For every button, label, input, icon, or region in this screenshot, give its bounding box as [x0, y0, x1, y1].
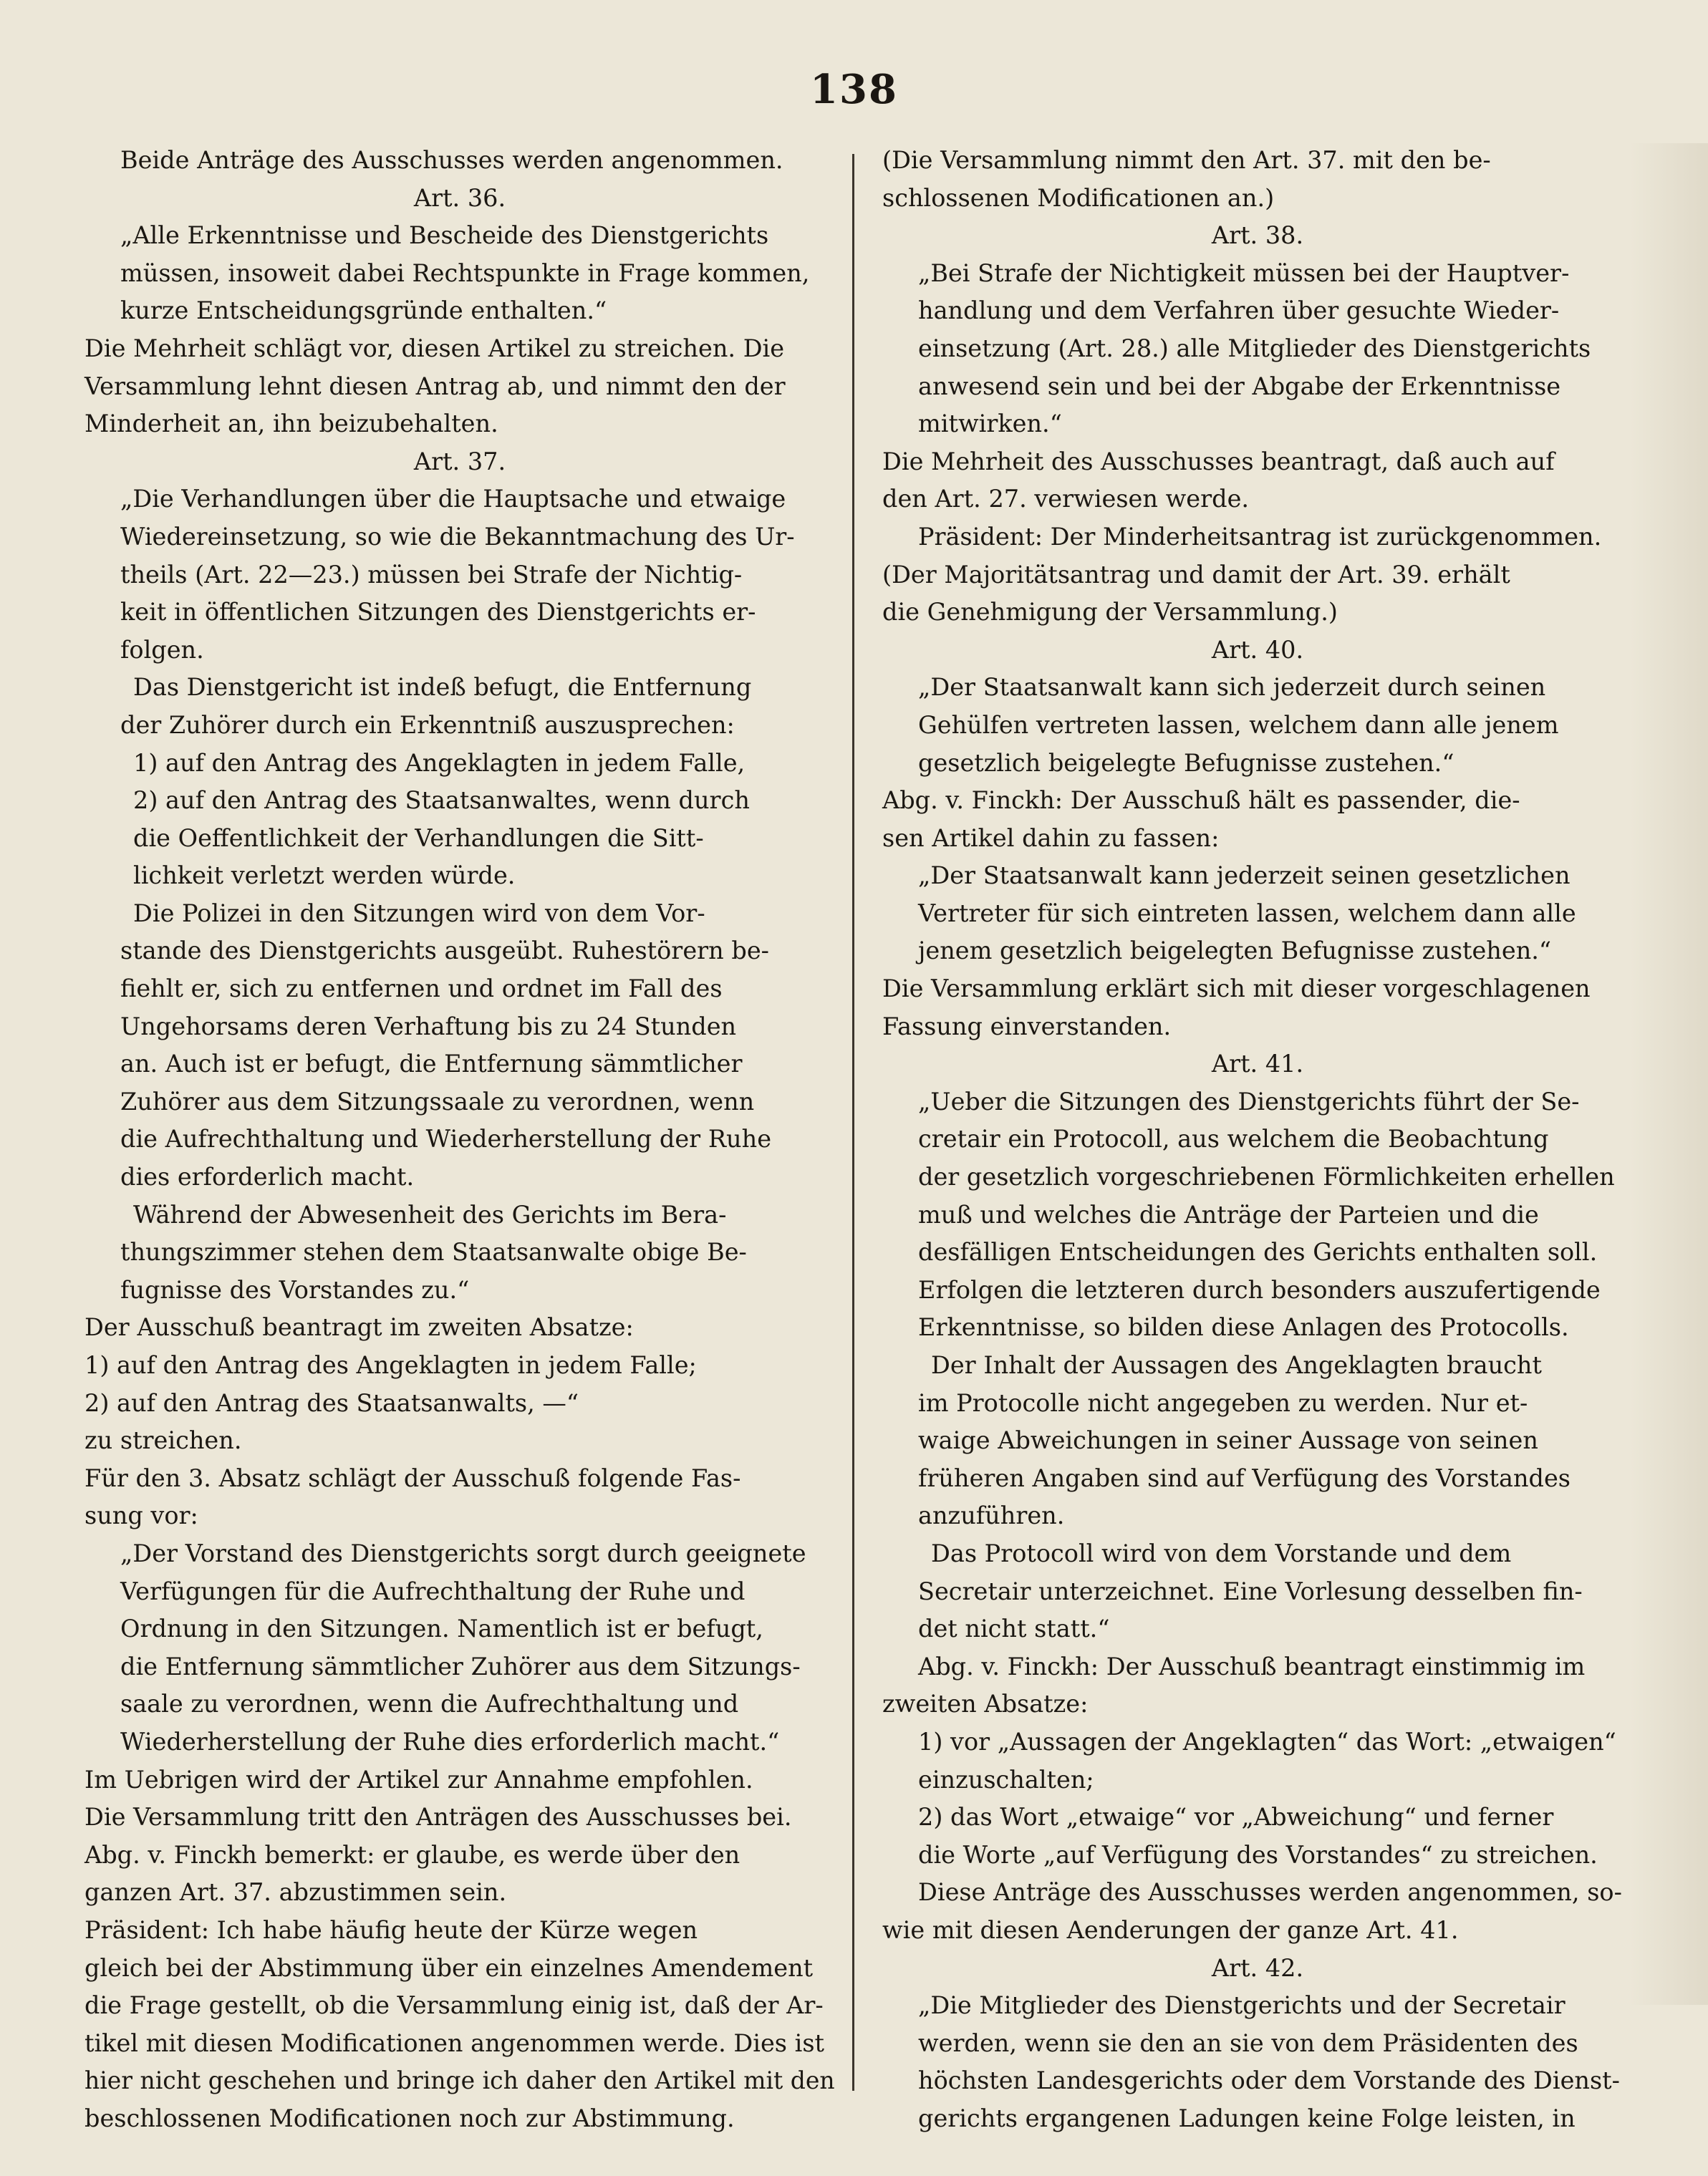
- text-line: Der Inhalt der Aussagen des Angeklagten braucht: [931, 1351, 1542, 1379]
- text-line: anwesend sein und bei der Abgabe der Erkenntnisse: [918, 372, 1561, 400]
- text-line: 1) auf den Antrag des Angeklagten in jedem Falle,: [133, 748, 746, 777]
- text-line: „Die Mitglieder des Dienstgerichts und der Secretair: [918, 1991, 1565, 2020]
- text-line: ganzen Art. 37. abzustimmen sein.: [85, 1878, 507, 1907]
- text-line: tikel mit diesen Modificationen angenommen werde. Dies ist: [85, 2028, 824, 2057]
- text-line: theils (Art. 22—23.) müssen bei Strafe der Nichtig-: [120, 560, 743, 589]
- text-line: sung vor:: [85, 1502, 198, 1530]
- article-heading: Art. 37.: [413, 447, 506, 475]
- text-line: Die Mehrheit des Ausschusses beantragt, daß auch auf: [882, 447, 1555, 475]
- text-line: Abg. v. Finckh: Der Ausschuß beantragt einstimmig im: [918, 1652, 1586, 1681]
- text-line: (Die Versammlung nimmt den Art. 37. mit den be-: [882, 146, 1491, 174]
- text-line: beschlossenen Modificationen noch zur Abstimmung.: [85, 2104, 735, 2132]
- text-line: Während der Abwesenheit des Gerichts im Bera-: [133, 1200, 727, 1229]
- page-edge-shadow: [1629, 143, 1708, 2005]
- text-line: fugnisse des Vorstandes zu.“: [120, 1275, 470, 1304]
- text-line: waige Abweichungen in seiner Aussage von seinen: [918, 1426, 1538, 1455]
- text-line: Ungehorsams deren Verhaftung bis zu 24 Stunden: [120, 1012, 737, 1040]
- text-line: „Der Staatsanwalt kann sich jederzeit durch seinen: [918, 673, 1546, 702]
- text-line: det nicht statt.“: [918, 1615, 1110, 1643]
- text-line: zweiten Absatze:: [882, 1690, 1089, 1718]
- column-divider: [852, 154, 854, 2091]
- text-line: die Genehmigung der Versammlung.): [882, 598, 1338, 627]
- text-line: Verfügungen für die Aufrechthaltung der Ruhe und: [120, 1577, 746, 1605]
- text-line: Für den 3. Absatz schlägt der Ausschuß folgende Fas-: [85, 1464, 741, 1492]
- text-line: „Ueber die Sitzungen des Dienstgerichts führt der Se-: [918, 1087, 1580, 1116]
- article-heading: Art. 42.: [1211, 1953, 1304, 1982]
- text-line: Versammlung lehnt diesen Antrag ab, und nimmt den der: [85, 372, 786, 400]
- text-line: Diese Anträge des Ausschusses werden angenommen, so-: [918, 1878, 1622, 1907]
- text-line: Die Versammlung erklärt sich mit dieser vorgeschlagenen: [882, 975, 1591, 1003]
- text-line: die Entfernung sämmtlicher Zuhörer aus dem Sitzungs-: [120, 1652, 801, 1681]
- text-line: der Zuhörer durch ein Erkenntniß auszusprechen:: [120, 710, 735, 739]
- text-line: die Aufrechthaltung und Wiederherstellung der Ruhe: [120, 1125, 772, 1154]
- text-line: Fassung einverstanden.: [882, 1012, 1172, 1040]
- text-line: Die Polizei in den Sitzungen wird von dem Vor-: [133, 899, 705, 927]
- text-line: Ordnung in den Sitzungen. Namentlich ist er befugt,: [120, 1615, 763, 1643]
- article-heading: Art. 40.: [1211, 635, 1304, 664]
- text-line: Wiederherstellung der Ruhe dies erforderlich macht.“: [120, 1727, 780, 1756]
- page-number: 138: [810, 66, 898, 113]
- text-line: Zuhörer aus dem Sitzungssaale zu verordnen, wenn: [120, 1087, 755, 1116]
- text-line: Gehülfen vertreten lassen, welchem dann alle jenem: [918, 710, 1559, 739]
- text-line: 1) vor „Aussagen der Angeklagten“ das Wort: „etwaigen“: [918, 1727, 1616, 1756]
- text-line: wie mit diesen Aenderungen der ganze Art. 41.: [882, 1915, 1459, 1944]
- text-line: einsetzung (Art. 28.) alle Mitglieder des Dienstgerichts: [918, 334, 1591, 362]
- text-line: Wiedereinsetzung, so wie die Bekanntmachung des Ur-: [120, 522, 795, 551]
- text-line: die Frage gestellt, ob die Versammlung einig ist, daß der Ar-: [85, 1991, 824, 2020]
- text-line: (Der Majoritätsantrag und damit der Art. 39. erhält: [882, 560, 1510, 589]
- text-line: im Protocolle nicht angegeben zu werden. Nur et-: [918, 1388, 1528, 1417]
- text-line: kurze Entscheidungsgründe enthalten.“: [120, 296, 607, 325]
- text-line: hier nicht geschehen und bringe ich daher den Artikel mit den: [85, 2066, 835, 2095]
- text-line: fiehlt er, sich zu entfernen und ordnet im Fall des: [120, 975, 723, 1003]
- text-line: Der Ausschuß beantragt im zweiten Absatze:: [85, 1313, 634, 1342]
- text-line: gleich bei der Abstimmung über ein einzelnes Amendement: [85, 1953, 814, 1982]
- text-line: folgen.: [120, 635, 204, 664]
- text-line: zu streichen.: [85, 1426, 242, 1455]
- text-line: 2) das Wort „etwaige“ vor „Abweichung“ und ferner: [918, 1803, 1554, 1832]
- text-line: desfälligen Entscheidungen des Gerichts enthalten soll.: [918, 1238, 1598, 1267]
- text-line: Präsident: Ich habe häufig heute der Kürze wegen: [85, 1915, 698, 1944]
- text-line: schlossenen Modificationen an.): [882, 183, 1275, 212]
- text-line: muß und welches die Anträge der Parteien und die: [918, 1200, 1539, 1229]
- left-column: [85, 142, 835, 2137]
- text-line: stande des Dienstgerichts ausgeübt. Ruhestörern be-: [120, 937, 769, 965]
- text-line: gesetzlich beigelegte Befugnisse zustehen.“: [918, 748, 1454, 777]
- text-line: keit in öffentlichen Sitzungen des Dienstgerichts er-: [120, 598, 756, 627]
- article-heading: Art. 36.: [413, 183, 506, 212]
- text-line: die Worte „auf Verfügung des Vorstandes“ zu streichen.: [918, 1840, 1598, 1869]
- article-heading: Art. 38.: [1211, 221, 1304, 250]
- text-line: Minderheit an, ihn beizubehalten.: [85, 410, 498, 438]
- text-line: Abg. v. Finckh: Der Ausschuß hält es passender, die-: [882, 786, 1520, 815]
- text-line: saale zu verordnen, wenn die Aufrechthaltung und: [120, 1690, 739, 1718]
- text-line: an. Auch ist er befugt, die Entfernung sämmtlicher: [120, 1050, 743, 1078]
- text-line: müssen, insoweit dabei Rechtspunkte in Frage kommen,: [120, 258, 810, 287]
- text-line: „Bei Strafe der Nichtigkeit müssen bei der Hauptver-: [918, 258, 1570, 287]
- text-line: gerichts ergangenen Ladungen keine Folge leisten, in: [918, 2104, 1576, 2132]
- text-line: Beide Anträge des Ausschusses werden angenommen.: [120, 146, 783, 174]
- text-line: Erfolgen die letzteren durch besonders auszufertigende: [918, 1275, 1601, 1304]
- text-line: „Alle Erkenntnisse und Bescheide des Dienstgerichts: [120, 221, 769, 250]
- text-line: Secretair unterzeichnet. Eine Vorlesung desselben fin-: [918, 1577, 1583, 1605]
- text-line: „Der Staatsanwalt kann jederzeit seinen gesetzlichen: [918, 861, 1571, 890]
- text-line: Die Versammlung tritt den Anträgen des Ausschusses bei.: [85, 1803, 792, 1832]
- text-line: dies erforderlich macht.: [120, 1163, 415, 1191]
- text-line: der gesetzlich vorgeschriebenen Förmlichkeiten erhellen: [918, 1163, 1615, 1191]
- right-column: [882, 142, 1633, 2137]
- text-line: mitwirken.“: [918, 410, 1062, 438]
- text-line: lichkeit verletzt werden würde.: [133, 861, 516, 890]
- text-line: jenem gesetzlich beigelegten Befugnisse zustehen.“: [918, 937, 1552, 965]
- text-line: Im Uebrigen wird der Artikel zur Annahme empfohlen.: [85, 1765, 753, 1794]
- text-line: 2) auf den Antrag des Staatsanwaltes, wenn durch: [133, 786, 750, 815]
- text-line: Abg. v. Finckh bemerkt: er glaube, es werde über den: [85, 1840, 740, 1869]
- text-line: einzuschalten;: [918, 1765, 1094, 1794]
- text-line: 2) auf den Antrag des Staatsanwalts, —“: [85, 1388, 579, 1417]
- text-line: werden, wenn sie den an sie von dem Präsidenten des: [918, 2028, 1578, 2057]
- text-line: den Art. 27. verwiesen werde.: [882, 485, 1250, 513]
- text-line: „Die Verhandlungen über die Hauptsache und etwaige: [120, 485, 786, 513]
- text-line: „Der Vorstand des Dienstgerichts sorgt durch geeignete: [120, 1539, 806, 1567]
- text-line: Vertreter für sich eintreten lassen, welchem dann alle: [918, 899, 1576, 927]
- text-line: die Oeffentlichkeit der Verhandlungen die Sitt-: [133, 823, 704, 852]
- text-line: Das Protocoll wird von dem Vorstande und dem: [931, 1539, 1512, 1567]
- text-line: Die Mehrheit schlägt vor, diesen Artikel zu streichen. Die: [85, 334, 785, 362]
- text-line: früheren Angaben sind auf Verfügung des Vorstandes: [918, 1464, 1571, 1492]
- text-line: Das Dienstgericht ist indeß befugt, die Entfernung: [133, 673, 752, 702]
- text-line: Präsident: Der Minderheitsantrag ist zurückgenommen.: [918, 522, 1602, 551]
- text-line: handlung und dem Verfahren über gesuchte Wieder-: [918, 296, 1560, 325]
- text-line: thungszimmer stehen dem Staatsanwalte obige Be-: [120, 1238, 747, 1267]
- text-line: 1) auf den Antrag des Angeklagten in jedem Falle;: [85, 1351, 697, 1379]
- text-line: anzuführen.: [918, 1502, 1065, 1530]
- article-heading: Art. 41.: [1211, 1050, 1304, 1078]
- text-line: sen Artikel dahin zu fassen:: [882, 823, 1220, 852]
- text-line: Erkenntnisse, so bilden diese Anlagen des Protocolls.: [918, 1313, 1569, 1342]
- text-line: höchsten Landesgerichts oder dem Vorstande des Dienst-: [918, 2066, 1620, 2095]
- text-line: cretair ein Protocoll, aus welchem die Beobachtung: [918, 1125, 1549, 1154]
